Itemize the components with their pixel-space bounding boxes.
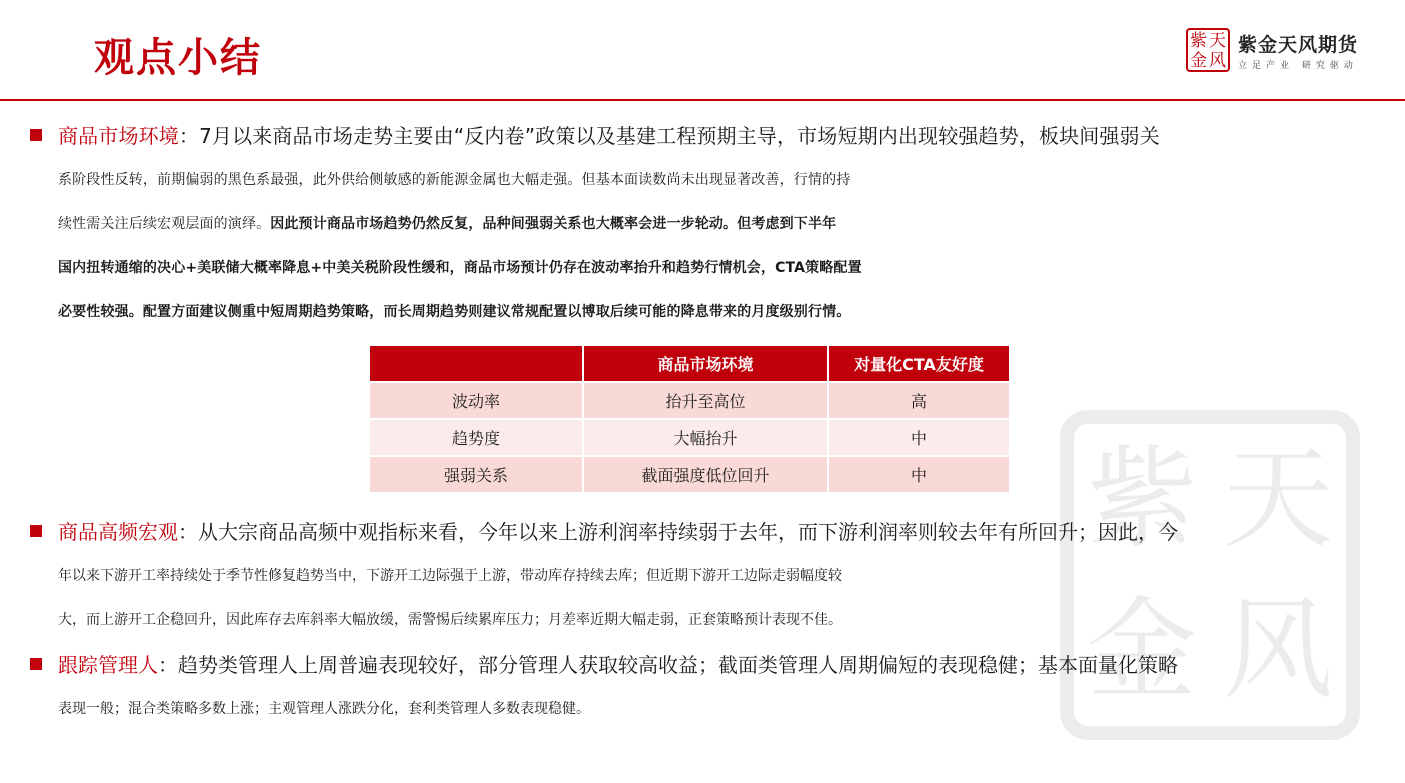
table-row [370,382,1009,419]
watermark-seal: 紫 天 金 风 [1060,410,1360,740]
table-header-cell: 对量化CTA友好度 [828,346,1009,382]
bullet-square-icon [30,658,42,670]
table-cell: 大幅抬升 [583,419,828,456]
table-cell: 截面强度低位回升 [583,456,828,492]
table-cell: 强弱关系 [370,456,583,492]
paragraph-line: 商品市场环境：7月以来商品市场走势主要由“反内卷”政策以及基建工程预期主导，市场短期内出现较强趋势，板块间强弱关 [30,114,1375,158]
seal-char: 天 [1209,31,1226,51]
table-cell: 趋势度 [370,419,583,456]
paragraph-line: 大，而上游开工企稳回升，因此库存去库斜率大幅放缓，需警惕后续累库压力；月差率近期大幅走弱，正套策略预计表现不佳。 [58,612,842,628]
section-high-frequency-macro [30,510,1375,642]
section-label: 商品高频宏观 [58,520,178,544]
paragraph-line: 表现一般；混合类策略多数上涨；主观管理人涨跌分化，套利类管理人多数表现稳健。 [58,701,590,717]
bullet-square-icon [30,525,42,537]
section-label: 跟踪管理人 [58,653,158,677]
section-label: 商品市场环境 [58,124,179,148]
table-cell: 中 [828,419,1009,456]
page-title: 观点小结 [94,34,262,81]
brand-slogan: 立足产业 研究驱动 [1238,61,1358,71]
table-row [370,419,1009,456]
table-header-cell: 商品市场环境 [583,346,828,382]
paragraph-bold-line: 国内扭转通缩的决心+美联储大概率降息+中美关税阶段性缓和，商品市场预计仍存在波动率抬升和趋势行情机会，CTA策略配置 [58,260,862,276]
seal-char: 风 [1209,51,1226,71]
table-cell: 抬升至高位 [583,382,828,419]
paragraph-text: 续性需关注后续宏观层面的演绎。 [58,216,271,232]
paragraph-text: 7月以来商品市场走势主要由“反内卷”政策以及基建工程预期主导，市场短期内出现较强趋势，板块间强弱关 [199,124,1160,148]
section-tracked-managers [30,643,1375,731]
section-market-environment [30,114,1375,334]
paragraph-bold-line: 必要性较强。配置方面建议侧重中短周期趋势策略，而长周期趋势则建议常规配置以博取后续可能的降息带来的月度级别行情。 [58,304,851,320]
header-divider [0,99,1405,101]
table-cell: 中 [828,456,1009,492]
paragraph-line [30,510,1375,554]
table-cell: 波动率 [370,382,583,419]
table-row [370,456,1009,492]
cta-friendliness-table [370,346,1009,492]
seal-char: 金 [1190,51,1207,71]
table-cell: 高 [828,382,1009,419]
paragraph-text: ：趋势类管理人上周普遍表现较好，部分管理人获取较高收益；截面类管理人周期偏短的表现稳健；基本面量化策略 [158,653,1178,677]
paragraph-line [30,202,1375,246]
table-header-row [370,346,1009,382]
bullet-square-icon [30,129,42,141]
paragraph-bold-text: 因此预计商品市场趋势仍然反复，品种间强弱关系也大概率会进一步轮动。但考虑到下半年 [270,216,837,232]
paragraph-text: ：从大宗商品高频中观指标来看，今年以来上游利润率持续弱于去年，而下游利润率则较去年有所回升；因此，今 [178,520,1178,544]
paragraph-line [30,643,1375,687]
logo-seal [1186,28,1230,72]
brand-logo [1186,28,1376,76]
paragraph-line: 系阶段性反转，前期偏弱的黑色系最强，此外供给侧敏感的新能源金属也大幅走强。但基本面读数尚未出现显著改善，行情的持 [58,172,851,188]
paragraph-line: 年以来下游开工率持续处于季节性修复趋势当中，下游开工边际强于上游，带动库存持续去库；但近期下游开工边际走弱幅度较 [58,568,842,584]
seal-char: 紫 [1190,31,1207,51]
brand-name: 紫金天风期货 [1238,34,1359,56]
table-header-cell [370,346,583,382]
